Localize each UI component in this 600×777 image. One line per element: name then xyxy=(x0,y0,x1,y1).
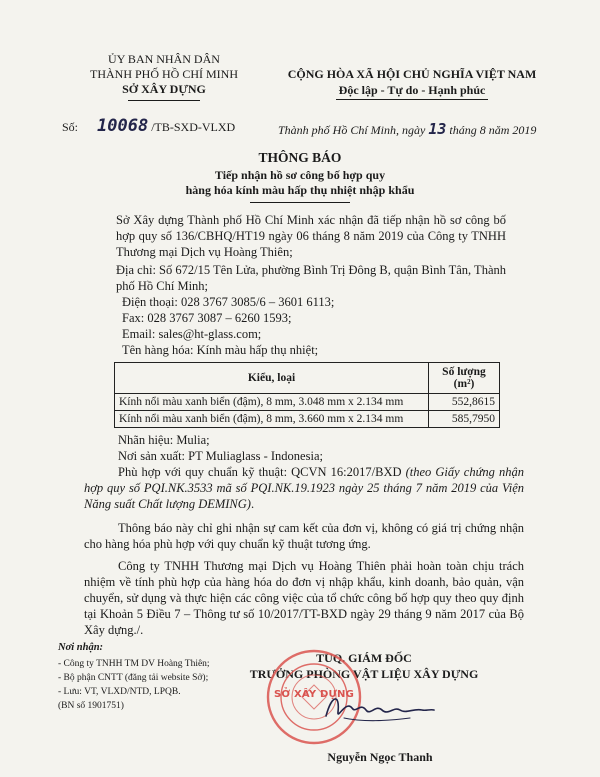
intro-paragraph xyxy=(116,212,506,260)
row-quantity: 552,8615 xyxy=(429,394,500,411)
agency-underline xyxy=(128,100,200,101)
number-suffix: /TB-SXD-VLXD xyxy=(151,120,236,134)
recipient-item: (BN số 1901751) xyxy=(58,701,124,711)
date-rest: tháng 8 năm 2019 xyxy=(449,123,537,137)
signer-name: Nguyễn Ngọc Thanh xyxy=(327,750,433,764)
goods-name-line: Tên hàng hóa: Kính màu hấp thụ nhiệt; xyxy=(122,343,319,357)
compliance-text: Phù hợp với quy chuẩn kỹ thuật: QCVN 16:2017/BXD xyxy=(118,465,402,479)
subtitle-line-1: Tiếp nhận hồ sơ công bố hợp quy xyxy=(214,168,386,182)
nation-line-2: Độc lập - Tự do - Hạnh phúc xyxy=(338,83,486,97)
nation-line-1: CỘNG HÒA XÃ HỘI CHỦ NGHĨA VIỆT NAM xyxy=(287,67,537,81)
header-quantity xyxy=(429,363,500,394)
row-type: Kính nổi màu xanh biển (đậm), 8 mm, 3.660 mm x 2.134 mm xyxy=(115,411,429,428)
table-row xyxy=(115,411,500,428)
recipients-heading: Nơi nhận: xyxy=(58,642,104,653)
header-quantity-unit: (m²) xyxy=(453,378,475,390)
brand-line: Nhãn hiệu: Mulia; xyxy=(118,433,210,447)
subtitle-line-2: hàng hóa kính màu hấp thụ nhiệt nhập khẩu xyxy=(185,183,415,197)
header-type: Kiểu, loại xyxy=(115,363,429,394)
goods-table xyxy=(114,362,500,428)
header-quantity-label: Số lượng xyxy=(442,366,486,378)
note-paragraph: Thông báo này chỉ ghi nhận sự cam kết của đơn vị, không có giá trị chứng nhận cho hàng hóa phù hợp với quy chuẩn kỹ thuật tương ứng. xyxy=(84,521,524,551)
recipient-item: - Công ty TNHH TM DV Hoàng Thiên; xyxy=(58,659,210,669)
date-day: 13 xyxy=(428,120,447,138)
number-value: 10068 xyxy=(97,116,149,136)
compliance-certificate: (theo Giấy chứng nhận hợp quy số PQI.NK.3533 mã số PQI.NK.19.1923 ngày 25 tháng 7 năm 2019 của Viện Năng suất Chất lượng DEMING) xyxy=(84,465,524,511)
recipient-item: - Bộ phận CNTT (đăng tải website Sở); xyxy=(58,673,209,683)
document-title: THÔNG BÁO xyxy=(258,150,342,165)
agency-line-2: THÀNH PHỐ HỒ CHÍ MINH xyxy=(90,67,238,81)
number-label: Số: xyxy=(62,120,79,134)
seal-center-text: SỞ XÂY DỰNG xyxy=(273,689,355,700)
document-date xyxy=(278,120,536,138)
signature-line-1: TUQ. GIÁM ĐỐC xyxy=(316,651,412,665)
phone-line: Điện thoại: 028 3767 3085/6 – 3601 6113; xyxy=(122,295,335,309)
recipient-item: - Lưu: VT, VLXD/NTD, LPQB. xyxy=(58,687,181,697)
document-subtitle xyxy=(100,168,500,198)
handwritten-signature-icon xyxy=(318,688,438,728)
origin-line: Nơi sản xuất: PT Muliaglass - Indonesia; xyxy=(118,449,323,463)
address-line: Địa chỉ: Số 672/15 Tên Lửa, phường Bình Trị Đông B, quận Bình Tân, Thành phố Hồ Chí Minh; xyxy=(116,263,506,293)
goods-table-header xyxy=(115,363,500,394)
date-prefix: Thành phố Hồ Chí Minh, ngày xyxy=(278,123,426,137)
email-line: Email: sales@ht-glass.com; xyxy=(122,327,262,341)
agency-line-1: ỦY BAN NHÂN DÂN xyxy=(108,52,220,66)
row-quantity: 585,7950 xyxy=(429,411,500,428)
row-type: Kính nổi màu xanh biển (đậm), 8 mm, 3.048 mm x 2.134 mm xyxy=(115,394,429,411)
document-number xyxy=(62,116,235,136)
intro-text: Sở Xây dựng Thành phố Hồ Chí Minh xác nhận đã tiếp nhận hồ sơ công bố hợp quy số 136/CBHQ/HT19 ngày 06 tháng 8 năm 2019 của Công ty TNHH Thương mại Dịch vụ Hoàng Thiên; xyxy=(116,213,506,259)
compliance-paragraph xyxy=(84,464,524,512)
issuing-agency xyxy=(80,52,248,97)
responsibility-paragraph: Công ty TNHH Thương mại Dịch vụ Hoàng Thiên phải hoàn toàn chịu trách nhiệm về tính phù hợp của hàng hóa do đơn vị nhập khẩu, kinh doanh, bảo quản, vận chuyển, sử dụng và thực hiện các công việc của tổ chức công bố hợp quy theo quy định tại Khoản 5 Điều 7 – Thông tư số 10/2017/TT-BXD ngày 29 tháng 9 năm 2017 của Bộ Xây dựng./. xyxy=(84,559,524,637)
fax-line: Fax: 028 3767 3087 – 6260 1593; xyxy=(122,311,292,325)
compliance-end: . xyxy=(250,497,255,511)
table-row xyxy=(115,394,500,411)
motto-underline xyxy=(336,99,488,100)
national-motto xyxy=(262,66,562,98)
signature-line-2: TRƯỞNG PHÒNG VẬT LIỆU XÂY DỰNG xyxy=(249,667,479,681)
title-underline xyxy=(250,202,350,203)
agency-line-3: SỞ XÂY DỰNG xyxy=(122,82,206,96)
